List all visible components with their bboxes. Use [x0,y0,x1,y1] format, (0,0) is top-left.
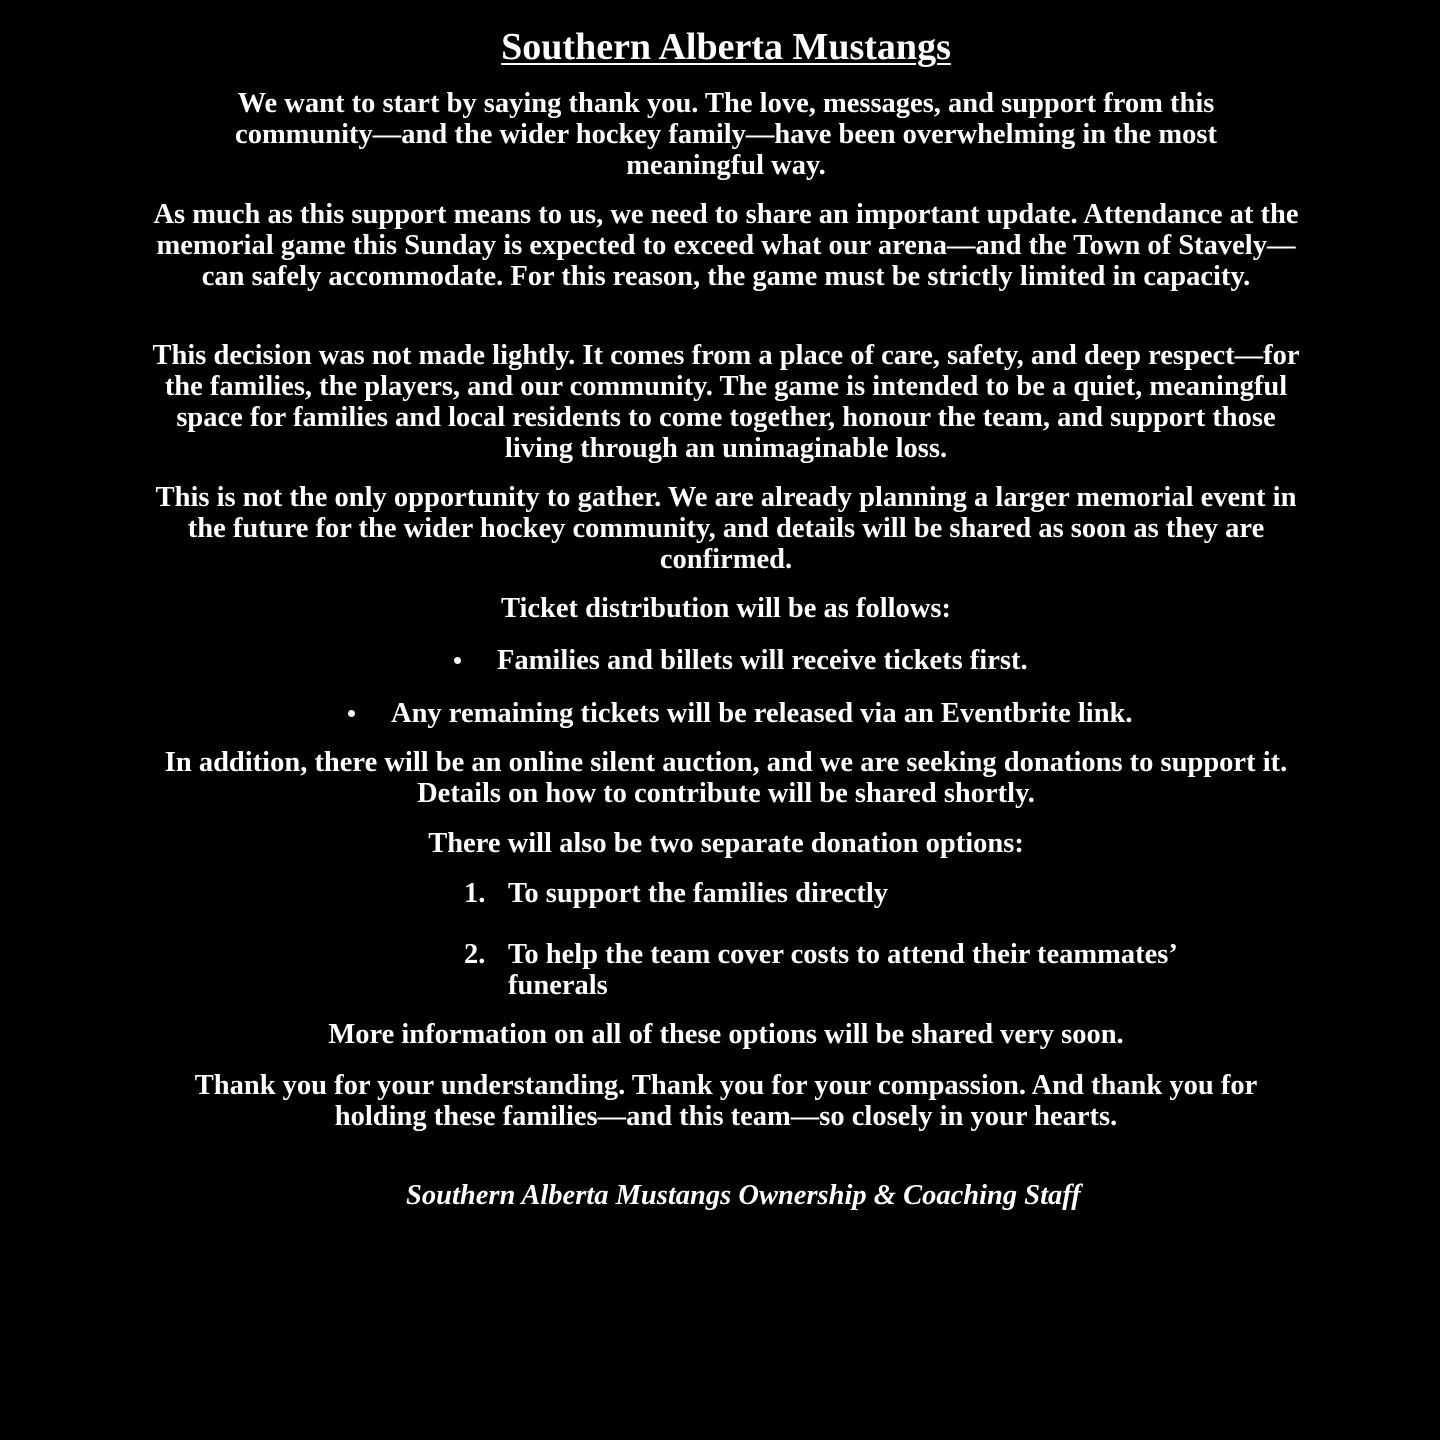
bullet-icon [348,710,355,717]
page-title: Southern Alberta Mustangs [501,26,951,68]
capacity-update-paragraph: As much as this support means to us, we need to share an important update. Attendance at the memorial game this Sunday is expected to exceed what our arena—and the Town of Stavely—can safely accommodate. For this reason, the game must be strictly limited in capacity. [153,199,1299,292]
bullet-icon [454,657,461,664]
silent-auction-paragraph: In addition, there will be an online silent auction, and we are seeking donations to support it. Details on how to contribute will be shared shortly. [164,747,1288,809]
ticket-list-item-text: Any remaining tickets will be released via an Eventbrite link. [391,698,1133,729]
ticket-list-item-text: Families and billets will receive tickets first. [497,645,1028,676]
list-number: 1. [464,878,486,909]
ticket-distribution-heading: Ticket distribution will be as follows: [501,593,951,624]
donation-list-item-text: To support the families directly [508,878,889,909]
thank-you-paragraph: We want to start by saying thank you. The love, messages, and support from this community—and the wider hockey family—have been overwhelming in the most meaningful way. [235,88,1217,181]
decision-paragraph: This decision was not made lightly. It comes from a place of care, safety, and deep respect—for the families, the players, and our community. The game is intended to be a quiet, meaningful space for families and local residents to come together, honour the team, and support those living through an unimaginable loss. [152,340,1300,464]
list-number: 2. [464,939,486,970]
closing-paragraph: Thank you for your understanding. Thank you for your compassion. And thank you for holding these families—and this team—so closely in your hearts. [194,1070,1258,1132]
donation-list-item-text: To help the team cover costs to attend their teammates’ funerals [508,939,1176,1001]
more-info-paragraph: More information on all of these options will be shared very soon. [328,1019,1124,1050]
donation-options-heading: There will also be two separate donation options: [428,828,1024,859]
future-memorial-paragraph: This is not the only opportunity to gather. We are already planning a larger memorial event in the future for the wider hockey community, and details will be shared as soon as they are confirmed. [155,482,1297,575]
signature: Southern Alberta Mustangs Ownership & Coaching Staff [406,1180,1081,1211]
